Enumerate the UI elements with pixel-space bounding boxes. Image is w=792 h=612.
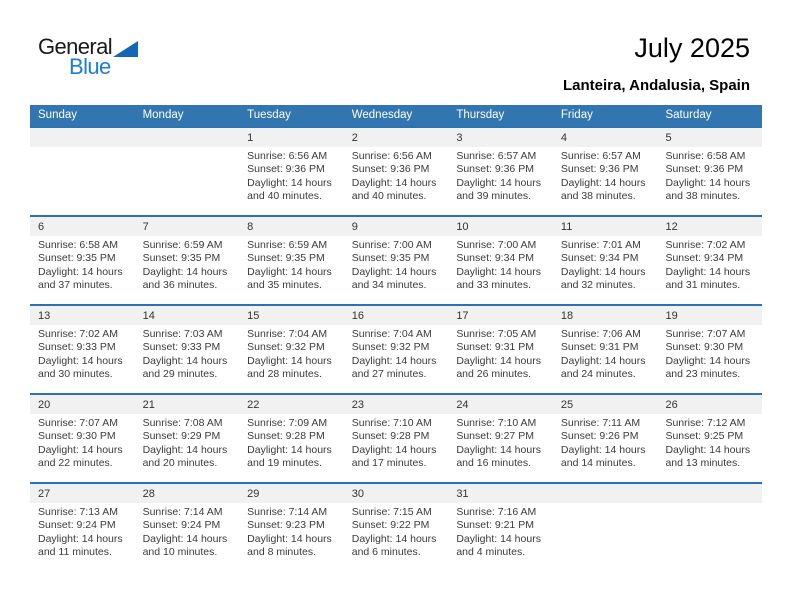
detail-sunset: Sunset: 9:31 PM xyxy=(560,341,639,354)
week-row xyxy=(30,482,762,571)
day-number-band xyxy=(344,306,449,325)
day-details xyxy=(239,325,344,382)
detail-daylight2: and 19 minutes. xyxy=(247,457,322,470)
detail-daylight1: Daylight: 14 hours xyxy=(560,265,646,278)
day-number: 22 xyxy=(247,399,260,411)
day-cell-4 xyxy=(553,128,658,215)
detail-daylight2: and 36 minutes. xyxy=(142,279,218,292)
day-cell-10 xyxy=(448,217,553,304)
detail-sunrise: Sunrise: 7:02 AM xyxy=(38,328,118,340)
detail-daylight2: and 33 minutes. xyxy=(456,279,532,292)
day-number-band xyxy=(239,395,344,414)
day-number: 6 xyxy=(38,221,45,233)
detail-sunset: Sunset: 9:27 PM xyxy=(456,430,534,443)
day-details xyxy=(657,236,762,293)
day-cell-24 xyxy=(448,395,553,482)
detail-daylight2: and 37 minutes. xyxy=(38,279,113,292)
day-number: 5 xyxy=(665,132,672,144)
logo-triangle-icon xyxy=(113,41,138,57)
detail-sunset: Sunset: 9:21 PM xyxy=(456,519,534,532)
detail-sunset: Sunset: 9:35 PM xyxy=(247,252,325,265)
day-cell-13 xyxy=(30,306,135,393)
detail-sunset: Sunset: 9:28 PM xyxy=(247,430,325,443)
detail-sunset: Sunset: 9:35 PM xyxy=(38,252,116,265)
detail-daylight1: Daylight: 14 hours xyxy=(38,443,123,456)
detail-sunset: Sunset: 9:35 PM xyxy=(351,252,430,265)
detail-daylight2: and 22 minutes. xyxy=(38,457,113,470)
day-details xyxy=(344,236,449,293)
detail-daylight2: and 23 minutes. xyxy=(665,368,741,381)
day-cell-5 xyxy=(657,128,762,215)
detail-sunrise: Sunrise: 7:08 AM xyxy=(142,417,223,429)
day-number-band xyxy=(344,217,449,236)
detail-sunrise: Sunrise: 7:12 AM xyxy=(665,417,746,429)
day-number: 3 xyxy=(456,132,463,144)
weekday-wednesday: Wednesday xyxy=(351,109,413,121)
logo-text-blue: Blue xyxy=(69,54,111,79)
detail-sunset: Sunset: 9:35 PM xyxy=(142,252,221,265)
detail-daylight1: Daylight: 14 hours xyxy=(456,443,541,456)
detail-daylight1: Daylight: 14 hours xyxy=(142,354,228,367)
day-number-band xyxy=(553,217,658,236)
week-row xyxy=(30,304,762,393)
detail-daylight2: and 24 minutes. xyxy=(560,368,636,381)
day-number-band xyxy=(30,306,135,325)
detail-sunset: Sunset: 9:24 PM xyxy=(38,519,116,532)
day-number-band xyxy=(239,306,344,325)
day-details xyxy=(657,325,762,382)
detail-sunrise: Sunrise: 6:56 AM xyxy=(247,150,328,162)
weekday-monday: Monday xyxy=(142,109,184,121)
day-number-band xyxy=(448,128,553,147)
day-details xyxy=(135,503,240,560)
detail-daylight2: and 38 minutes. xyxy=(560,190,636,203)
detail-daylight1: Daylight: 14 hours xyxy=(351,176,437,189)
detail-daylight1: Daylight: 14 hours xyxy=(665,354,751,367)
detail-sunset: Sunset: 9:33 PM xyxy=(38,341,116,354)
day-number-band xyxy=(657,484,762,503)
day-number-band xyxy=(553,395,658,414)
detail-daylight1: Daylight: 14 hours xyxy=(38,354,123,367)
day-number: 8 xyxy=(247,221,254,233)
day-number-band xyxy=(239,484,344,503)
day-number-band xyxy=(30,395,135,414)
detail-sunrise: Sunrise: 7:00 AM xyxy=(456,239,537,251)
day-number: 16 xyxy=(351,310,364,322)
day-number: 13 xyxy=(38,310,51,322)
day-cell-empty xyxy=(30,128,135,215)
day-cell-7 xyxy=(135,217,240,304)
detail-daylight1: Daylight: 14 hours xyxy=(351,532,437,545)
day-cell-8 xyxy=(239,217,344,304)
detail-sunset: Sunset: 9:30 PM xyxy=(38,430,116,443)
day-number-band xyxy=(344,128,449,147)
detail-sunrise: Sunrise: 6:57 AM xyxy=(456,150,537,162)
day-number: 17 xyxy=(456,310,469,322)
detail-sunrise: Sunrise: 7:11 AM xyxy=(560,417,641,429)
detail-daylight1: Daylight: 14 hours xyxy=(351,443,437,456)
day-details xyxy=(553,236,658,293)
day-cell-20 xyxy=(30,395,135,482)
day-cell-30 xyxy=(344,484,449,571)
detail-sunrise: Sunrise: 7:03 AM xyxy=(142,328,223,340)
day-details xyxy=(135,236,240,293)
day-number-band xyxy=(239,128,344,147)
day-number: 19 xyxy=(665,310,678,322)
day-cell-11 xyxy=(553,217,658,304)
detail-sunrise: Sunrise: 7:04 AM xyxy=(247,328,328,340)
day-details xyxy=(30,414,135,471)
day-cell-26 xyxy=(657,395,762,482)
day-cell-28 xyxy=(135,484,240,571)
day-number-band xyxy=(135,395,240,414)
detail-daylight1: Daylight: 14 hours xyxy=(665,443,751,456)
day-cell-9 xyxy=(344,217,449,304)
day-number: 1 xyxy=(247,132,254,144)
detail-sunset: Sunset: 9:22 PM xyxy=(351,519,430,532)
detail-daylight1: Daylight: 14 hours xyxy=(142,443,228,456)
day-number: 10 xyxy=(456,221,469,233)
day-number: 29 xyxy=(247,488,260,500)
detail-daylight1: Daylight: 14 hours xyxy=(456,532,541,545)
detail-sunrise: Sunrise: 7:16 AM xyxy=(456,506,537,518)
detail-sunset: Sunset: 9:30 PM xyxy=(665,341,744,354)
detail-sunrise: Sunrise: 6:59 AM xyxy=(247,239,328,251)
detail-daylight1: Daylight: 14 hours xyxy=(456,176,541,189)
detail-daylight2: and 11 minutes. xyxy=(38,546,112,559)
day-cell-21 xyxy=(135,395,240,482)
page-subtitle: Lanteira, Andalusia, Spain xyxy=(563,77,750,94)
detail-daylight1: Daylight: 14 hours xyxy=(247,354,332,367)
day-number-band xyxy=(657,395,762,414)
detail-daylight2: and 35 minutes. xyxy=(247,279,322,292)
detail-sunrise: Sunrise: 6:58 AM xyxy=(665,150,746,162)
day-number: 18 xyxy=(560,310,574,322)
day-number: 2 xyxy=(351,132,358,144)
day-cell-1 xyxy=(239,128,344,215)
detail-daylight2: and 40 minutes. xyxy=(247,190,322,203)
detail-daylight2: and 8 minutes. xyxy=(247,546,317,559)
detail-sunrise: Sunrise: 7:02 AM xyxy=(665,239,746,251)
detail-sunset: Sunset: 9:29 PM xyxy=(142,430,221,443)
day-number-band xyxy=(135,484,240,503)
weekday-saturday: Saturday xyxy=(665,109,712,121)
day-details xyxy=(448,503,553,560)
day-number-band xyxy=(448,484,553,503)
detail-sunrise: Sunrise: 7:10 AM xyxy=(456,417,537,429)
day-number: 24 xyxy=(456,399,469,411)
day-cell-23 xyxy=(344,395,449,482)
logo-text-general: General xyxy=(38,34,113,59)
detail-daylight2: and 29 minutes. xyxy=(142,368,218,381)
day-number: 27 xyxy=(38,488,51,500)
calendar-table xyxy=(30,105,762,571)
day-cell-empty xyxy=(553,484,658,571)
detail-daylight2: and 31 minutes. xyxy=(665,279,741,292)
day-number: 20 xyxy=(38,399,51,411)
day-number: 30 xyxy=(351,488,364,500)
day-number: 28 xyxy=(142,488,155,500)
detail-daylight2: and 34 minutes. xyxy=(351,279,427,292)
day-number: 7 xyxy=(142,221,149,233)
day-details xyxy=(657,147,762,204)
detail-sunset: Sunset: 9:32 PM xyxy=(351,341,430,354)
detail-sunset: Sunset: 9:34 PM xyxy=(560,252,639,265)
day-number: 11 xyxy=(560,221,573,233)
day-number-band xyxy=(448,306,553,325)
page-title: July 2025 xyxy=(634,33,750,63)
day-number-band xyxy=(239,217,344,236)
detail-daylight1: Daylight: 14 hours xyxy=(456,265,541,278)
detail-sunset: Sunset: 9:32 PM xyxy=(247,341,325,354)
detail-sunrise: Sunrise: 7:01 AM xyxy=(560,239,641,251)
detail-daylight2: and 27 minutes. xyxy=(351,368,427,381)
detail-daylight1: Daylight: 14 hours xyxy=(247,265,332,278)
detail-daylight2: and 20 minutes. xyxy=(142,457,218,470)
day-number: 23 xyxy=(351,399,364,411)
day-cell-18 xyxy=(553,306,658,393)
general-blue-logo xyxy=(38,36,138,78)
detail-sunrise: Sunrise: 7:00 AM xyxy=(351,239,432,251)
detail-daylight1: Daylight: 14 hours xyxy=(560,443,646,456)
detail-daylight1: Daylight: 14 hours xyxy=(351,265,437,278)
detail-sunset: Sunset: 9:34 PM xyxy=(665,252,744,265)
detail-sunset: Sunset: 9:33 PM xyxy=(142,341,221,354)
day-cell-17 xyxy=(448,306,553,393)
day-cell-empty xyxy=(657,484,762,571)
day-cell-31 xyxy=(448,484,553,571)
day-number-band xyxy=(553,128,658,147)
detail-sunrise: Sunrise: 6:56 AM xyxy=(351,150,432,162)
day-details xyxy=(30,325,135,382)
detail-sunrise: Sunrise: 7:14 AM xyxy=(142,506,223,518)
weekday-sunday: Sunday xyxy=(38,109,78,121)
detail-daylight2: and 16 minutes. xyxy=(456,457,532,470)
day-number: 26 xyxy=(665,399,678,411)
detail-daylight2: and 26 minutes. xyxy=(456,368,532,381)
weekday-tuesday: Tuesday xyxy=(247,109,291,121)
day-details xyxy=(30,236,135,293)
detail-daylight2: and 17 minutes. xyxy=(351,457,427,470)
day-details xyxy=(239,236,344,293)
day-number-band xyxy=(344,395,449,414)
day-number-band xyxy=(135,217,240,236)
detail-daylight2: and 40 minutes. xyxy=(351,190,427,203)
detail-daylight1: Daylight: 14 hours xyxy=(456,354,541,367)
day-number-band xyxy=(448,217,553,236)
day-number: 14 xyxy=(142,310,155,322)
weekday-friday: Friday xyxy=(560,109,593,121)
detail-daylight2: and 10 minutes. xyxy=(142,546,218,559)
detail-sunrise: Sunrise: 7:10 AM xyxy=(351,417,432,429)
detail-daylight2: and 6 minutes. xyxy=(351,546,421,559)
detail-sunset: Sunset: 9:26 PM xyxy=(560,430,639,443)
detail-daylight1: Daylight: 14 hours xyxy=(142,532,228,545)
detail-daylight2: and 4 minutes. xyxy=(456,546,526,559)
day-details xyxy=(239,147,344,204)
week-row xyxy=(30,393,762,482)
detail-sunrise: Sunrise: 7:09 AM xyxy=(247,417,328,429)
detail-sunrise: Sunrise: 7:07 AM xyxy=(38,417,118,429)
day-number-band xyxy=(135,306,240,325)
detail-sunrise: Sunrise: 6:59 AM xyxy=(142,239,223,251)
detail-daylight1: Daylight: 14 hours xyxy=(142,265,228,278)
detail-sunset: Sunset: 9:36 PM xyxy=(665,163,744,176)
day-number: 21 xyxy=(142,399,155,411)
detail-sunrise: Sunrise: 7:13 AM xyxy=(38,506,118,518)
day-details xyxy=(553,325,658,382)
day-number: 4 xyxy=(560,132,568,144)
day-cell-27 xyxy=(30,484,135,571)
detail-sunset: Sunset: 9:36 PM xyxy=(456,163,534,176)
detail-daylight2: and 28 minutes. xyxy=(247,368,322,381)
detail-daylight1: Daylight: 14 hours xyxy=(560,176,646,189)
day-cell-3 xyxy=(448,128,553,215)
day-number-band xyxy=(135,128,240,147)
detail-daylight2: and 14 minutes. xyxy=(560,457,636,470)
detail-daylight1: Daylight: 14 hours xyxy=(560,354,646,367)
detail-sunset: Sunset: 9:28 PM xyxy=(351,430,430,443)
detail-sunset: Sunset: 9:24 PM xyxy=(142,519,221,532)
detail-sunrise: Sunrise: 7:07 AM xyxy=(665,328,746,340)
day-number-band xyxy=(344,484,449,503)
detail-daylight2: and 32 minutes. xyxy=(560,279,636,292)
day-details xyxy=(448,325,553,382)
detail-sunset: Sunset: 9:34 PM xyxy=(456,252,534,265)
calendar-weeks xyxy=(30,126,762,571)
day-cell-19 xyxy=(657,306,762,393)
detail-sunrise: Sunrise: 6:57 AM xyxy=(560,150,641,162)
day-details xyxy=(448,147,553,204)
day-cell-6 xyxy=(30,217,135,304)
day-number-band xyxy=(553,306,658,325)
day-details xyxy=(344,503,449,560)
detail-sunset: Sunset: 9:36 PM xyxy=(560,163,639,176)
day-number: 15 xyxy=(247,310,260,322)
day-details xyxy=(553,414,658,471)
week-row xyxy=(30,215,762,304)
day-details xyxy=(239,503,344,560)
day-details xyxy=(344,147,449,204)
day-cell-25 xyxy=(553,395,658,482)
day-number-band xyxy=(657,128,762,147)
day-number: 25 xyxy=(560,399,574,411)
day-details xyxy=(239,414,344,471)
detail-daylight1: Daylight: 14 hours xyxy=(247,532,332,545)
detail-sunset: Sunset: 9:36 PM xyxy=(351,163,430,176)
detail-daylight1: Daylight: 14 hours xyxy=(351,354,437,367)
detail-daylight2: and 30 minutes. xyxy=(38,368,113,381)
day-cell-22 xyxy=(239,395,344,482)
day-details xyxy=(553,147,658,204)
day-number-band xyxy=(657,217,762,236)
day-details xyxy=(344,325,449,382)
day-cell-29 xyxy=(239,484,344,571)
detail-sunrise: Sunrise: 7:06 AM xyxy=(560,328,641,340)
detail-sunset: Sunset: 9:23 PM xyxy=(247,519,325,532)
day-number-band xyxy=(553,484,658,503)
detail-daylight2: and 13 minutes. xyxy=(665,457,741,470)
weekday-thursday: Thursday xyxy=(456,109,505,121)
day-cell-12 xyxy=(657,217,762,304)
day-number-band xyxy=(30,217,135,236)
day-details xyxy=(30,503,135,560)
day-number: 12 xyxy=(665,221,678,233)
day-cell-15 xyxy=(239,306,344,393)
week-row xyxy=(30,126,762,215)
day-cell-16 xyxy=(344,306,449,393)
detail-daylight1: Daylight: 14 hours xyxy=(38,265,123,278)
day-details xyxy=(344,414,449,471)
detail-daylight1: Daylight: 14 hours xyxy=(665,265,751,278)
day-details xyxy=(135,325,240,382)
day-cell-empty xyxy=(135,128,240,215)
day-details xyxy=(657,414,762,471)
detail-daylight1: Daylight: 14 hours xyxy=(665,176,751,189)
day-details xyxy=(448,414,553,471)
day-details xyxy=(135,414,240,471)
day-cell-2 xyxy=(344,128,449,215)
detail-sunset: Sunset: 9:25 PM xyxy=(665,430,744,443)
detail-daylight1: Daylight: 14 hours xyxy=(247,443,332,456)
detail-daylight1: Daylight: 14 hours xyxy=(38,532,123,545)
detail-daylight1: Daylight: 14 hours xyxy=(247,176,332,189)
day-cell-14 xyxy=(135,306,240,393)
detail-sunrise: Sunrise: 7:14 AM xyxy=(247,506,328,518)
day-number: 9 xyxy=(351,221,358,233)
day-number: 31 xyxy=(456,488,469,500)
detail-daylight2: and 39 minutes. xyxy=(456,190,532,203)
detail-sunrise: Sunrise: 7:05 AM xyxy=(456,328,537,340)
day-number-band xyxy=(657,306,762,325)
detail-sunset: Sunset: 9:31 PM xyxy=(456,341,534,354)
weekday-header-row xyxy=(30,105,762,126)
detail-sunrise: Sunrise: 7:04 AM xyxy=(351,328,432,340)
day-details xyxy=(448,236,553,293)
detail-daylight2: and 38 minutes. xyxy=(665,190,741,203)
detail-sunset: Sunset: 9:36 PM xyxy=(247,163,325,176)
day-number-band xyxy=(448,395,553,414)
detail-sunrise: Sunrise: 7:15 AM xyxy=(351,506,432,518)
day-number-band xyxy=(30,128,135,147)
detail-sunrise: Sunrise: 6:58 AM xyxy=(38,239,118,251)
day-number-band xyxy=(30,484,135,503)
